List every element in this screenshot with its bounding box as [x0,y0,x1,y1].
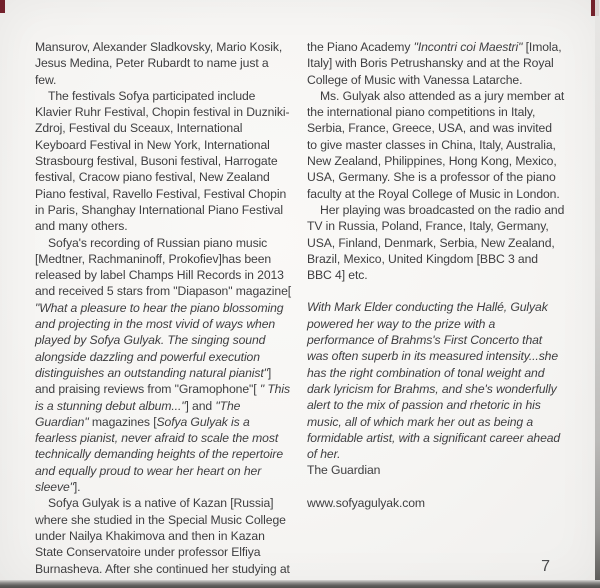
text-column-left [35,39,293,577]
body-text: ] and praising reviews from "Gramophone"[ [35,365,272,397]
paragraph-guardian-quote [307,299,565,462]
quoted-italic-text: "What a pleasure to hear the piano blossoming and projecting in the most vivid of ways when played by Sofya Gulyak. The singing sound alongside dazzling and powerful execution distinguishes an outstanding natural pianist" [35,300,284,380]
paragraph-jury-masterclasses [307,88,565,202]
text-column-right [307,39,565,577]
body-text: Ms. Gulyak also attended as a jury member at the international piano competitions in Italy, Serbia, France, Greece, USA, and was invited to give master classes in China, Italy, Australia, New Zealand, Philippines, Hong Kong, Mexico, USA, Germany. She is a professor of the piano faculty at the Royal College of Music in London. [307,88,565,201]
body-text: [Imola, Italy] with Boris Petrushansky and at the Royal College of Music with Vanessa Latarche. [307,40,562,87]
body-text: Sofya's recording of Russian piano music [Medtner, Rachmaninoff, Prokofiev]has been released by label Champs Hill Records in 2013 and received 5 stars from "Diapason" magazine[ [35,235,292,299]
paragraph-quote-attribution [307,462,565,478]
quoted-italic-text: Sofya Gulyak is a fearless pianist, never afraid to scale the most technically demanding heights of the repertoire and equally proud to wear her heart on her sleeve" [35,414,284,495]
corner-mark-top-left [0,0,5,13]
body-text: Mansurov, Alexander Sladkovsky, Mario Kosik, Jesus Medina, Peter Rubardt to name just a few. [35,40,283,87]
body-text: magazines [ [88,414,157,429]
paragraph-website [307,495,565,511]
body-text: www.sofyagulyak.com [307,495,425,510]
scan-edge-bottom [0,580,600,588]
body-text: ]. [73,480,81,495]
paragraph-festivals [35,88,293,235]
paragraph-biography-kazan [35,495,293,576]
body-text: The Guardian [307,463,381,478]
two-column-text-layout [35,39,565,577]
quoted-italic-text: "Incontri coi Maestri" [413,40,523,54]
page-number: 7 [541,558,550,575]
paragraph-conductors [35,39,293,88]
paragraph-broadcasts [307,202,565,283]
quoted-italic-text: With Mark Elder conducting the Hallé, Gulyak powered her way to the prize with a performance of Brahms's First Concerto that was often superb in its measured intensity...she has the right combination of tonal weight and dark lyricism for Brahms, and she's wonderfully alert to the mix of passion and rhetoric in his music, all of which mark her out as being a formidable artist, with a significant career ahead of her. [307,300,561,462]
body-text: Sofya Gulyak is a native of Kazan [Russia] where she studied in the Special Music College under Nailya Khakimova and then in Kazan State Conservatoire under professor Elfiya Burnasheva. After she continued her studying at [35,496,290,576]
body-text: The festivals Sofya participated include Klavier Ruhr Festival, Chopin festival in Duzniki-Zdroj, Festival du Sceaux, International Keyboard Festival in New York, International Strasbourg festival, Busoni festival, Harrogate festival, Cracow piano festival, New Zealand Piano festival, Ravello Festival, Festival Chopin in Paris, Shanghay International Piano Festival and many others. [35,88,290,234]
body-text: ] and [185,398,216,413]
scan-edge-right [595,0,600,588]
body-text: the Piano Academy [307,40,414,54]
quoted-italic-text: "The Guardian" [35,398,241,429]
quoted-italic-text: " This is a stunning debut album..." [35,382,290,413]
body-text: Her playing was broadcasted on the radio and TV in Russia, Poland, France, Italy, Germany, USA, Finland, Denmark, Serbia, New Zealand, Brazil, Mexico, United Kingdom [BBC 3 and BBC 4] etc. [307,202,565,283]
paragraph-recording-reviews [35,235,293,496]
paragraph-academy [307,39,565,88]
